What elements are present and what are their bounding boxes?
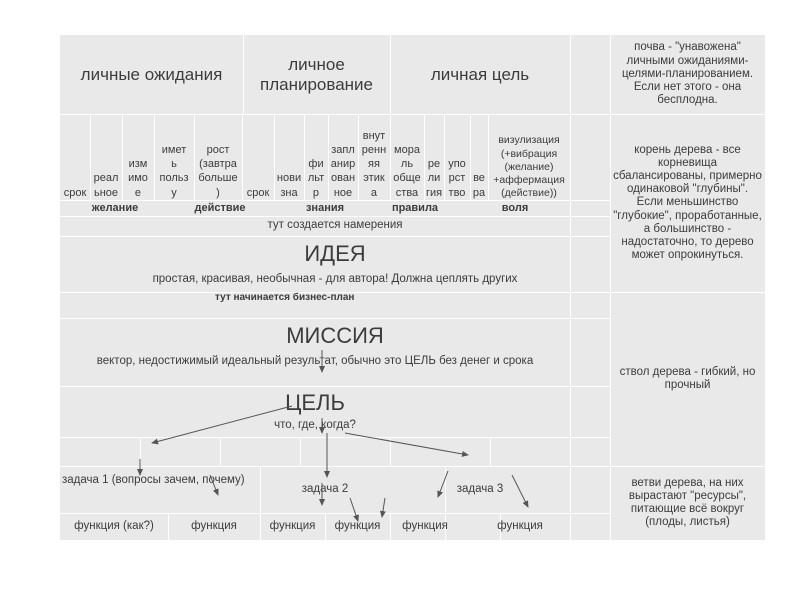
arrow-line: [438, 471, 448, 497]
function-3: функция: [269, 519, 316, 532]
task-2: задача 2: [301, 483, 349, 496]
root-note: корень дерева - все корневища сбалансированы, примерно одинаковой "глубины". Если меньшинство "глубокие", проработанные, а большинство - надостаточно, то дерево может опрокинуться.: [613, 143, 762, 262]
value-word: запл анир ован ное: [330, 143, 356, 199]
value-word: рост (завтра больше ): [198, 143, 238, 199]
arrow-line: [512, 475, 528, 507]
value-word: нови зна: [276, 172, 302, 199]
idea-description: простая, красивая, необычная - для автора! Должна цеплять других: [152, 273, 518, 286]
grid-line: [140, 437, 141, 466]
grid-line: [60, 437, 610, 438]
category-knowledge: знания: [305, 201, 345, 214]
function-6: функция: [497, 519, 543, 532]
category-will: воля: [501, 201, 529, 214]
trunk-note: ствол дерева - гибкий, но прочный: [619, 365, 756, 391]
value-word: изм имо е: [128, 158, 148, 199]
header-personal-goal: личная цель: [430, 64, 530, 84]
value-word: ре ли гия: [425, 158, 443, 199]
business-plan-label: тут начинается бизнес-план: [215, 292, 355, 303]
value-word: срок: [63, 186, 87, 199]
value-word: ве ра: [472, 172, 486, 199]
function-5: функция: [402, 519, 448, 532]
mission-title: МИССИЯ: [286, 323, 384, 349]
value-word: визулизация (+вибрация (желание) +аффермация (действие)): [493, 134, 565, 199]
function-2: функция: [191, 519, 237, 532]
grid-line: [60, 318, 610, 319]
header-personal-expectations: личные ожидания: [80, 64, 223, 84]
mission-description: вектор, недостижимый идеальный результат, обычно это ЦЕЛЬ без денег и срока: [96, 355, 534, 368]
function-1: функция (как?): [74, 519, 154, 532]
values-row: [60, 114, 610, 200]
value-word: мора ль обще ства: [393, 143, 421, 199]
category-rules: правила: [391, 201, 439, 214]
grid-line: [490, 437, 491, 466]
grid-line: [390, 437, 391, 466]
grid-line: [300, 437, 301, 466]
value-word: реал ьное: [93, 172, 119, 199]
task-1: задача 1 (вопросы зачем, почему): [62, 474, 245, 486]
header-personal-planning: личное планирование: [259, 54, 373, 94]
idea-title: ИДЕЯ: [304, 241, 366, 267]
grid-line: [60, 386, 610, 387]
value-word: фи льт р: [307, 158, 325, 199]
mind-map-slide: [60, 35, 765, 540]
value-word: имет ь польз у: [159, 143, 189, 199]
goal-title: ЦЕЛЬ: [285, 390, 345, 416]
task-3: задача 3: [456, 483, 504, 496]
value-word: внут ренн яя этик а: [361, 129, 387, 199]
branches-note: ветви дерева, на них вырастают "ресурсы", питающие всё вокруг (плоды, листья): [628, 476, 747, 529]
function-4: функция: [334, 519, 381, 532]
grid-line: [60, 236, 610, 237]
soil-note: почва - "унавожена" личными ожиданиями-целями-планированием. Если нет этого - она бесплодна.: [621, 41, 754, 107]
intentions-label: тут создается намерения: [267, 219, 403, 232]
goal-description: что, где, когда?: [274, 419, 356, 432]
value-word: упо рст тво: [448, 158, 466, 199]
value-word: срок: [246, 186, 270, 199]
grid-line: [220, 437, 221, 466]
category-action: действие: [194, 201, 246, 214]
category-desire: желание: [91, 201, 139, 214]
